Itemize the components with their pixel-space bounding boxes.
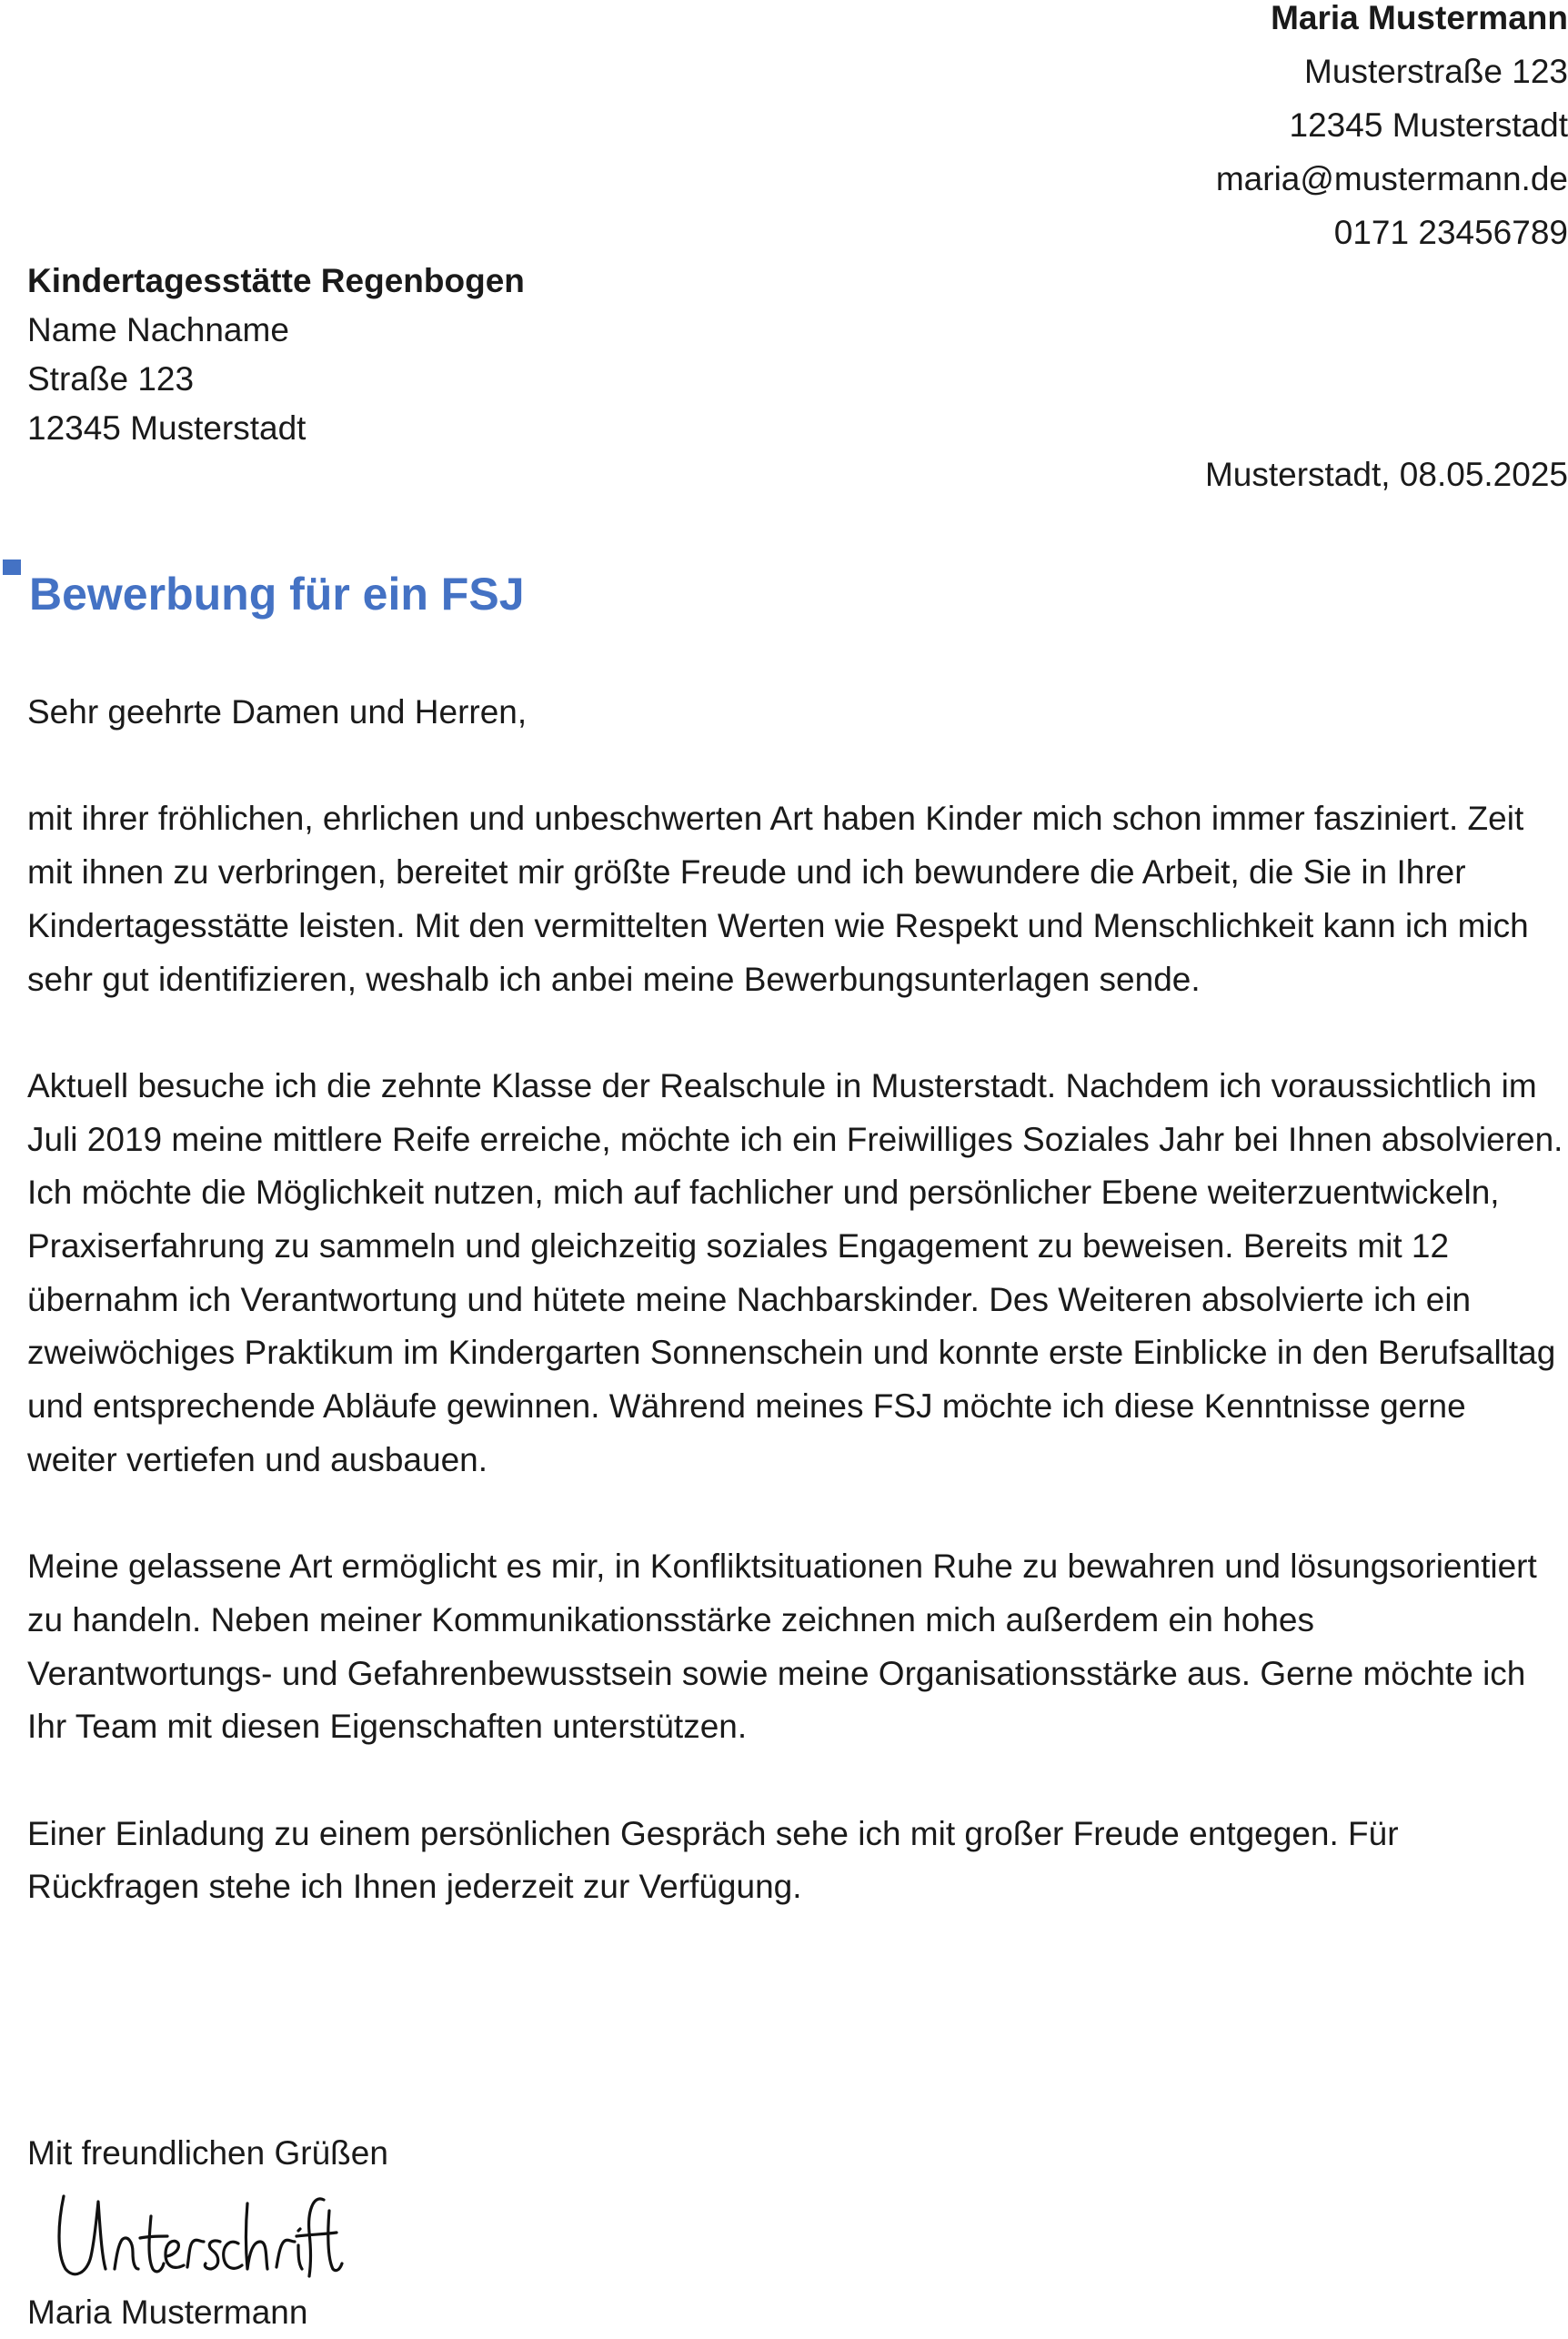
recipient-organization: Kindertagesstätte Regenbogen <box>27 262 525 299</box>
sender-street: Musterstraße 123 <box>1304 53 1568 90</box>
sender-block <box>749 0 1568 259</box>
letter-subject: Bewerbung für ein FSJ <box>29 569 525 620</box>
recipient-city: 12345 Musterstadt <box>27 409 307 447</box>
salutation: Sehr geehrte Damen und Herren, <box>27 693 528 731</box>
letter-body <box>27 686 1564 1968</box>
recipient-contact: Name Nachname <box>27 311 289 348</box>
letter-date: Musterstadt, 08.05.2025 <box>1204 456 1568 493</box>
heading-marker <box>3 560 21 575</box>
body-paragraph-4: Einer Einladung zu einem persönlichen Gespräch sehe ich mit großer Freude entgegen. Für Rückfragen stehe ich Ihnen jederzeit zur Verfügung. <box>27 1814 1399 1906</box>
sender-email: maria@mustermann.de <box>1215 160 1568 197</box>
body-paragraph-2: Aktuell besuche ich die zehnte Klasse der Realschule in Musterstadt. Nachdem ich voraussichtlich im Juli 2019 meine mittlere Reife erreiche, möchte ich ein Freiwilliges Soziales Jahr bei Ihnen absolvieren. Ich möchte die Möglichkeit nutzen, mich auf fachlicher und persönlicher Ebene weiterzuentwickeln, Praxiserfahrung zu sammeln und gleichzeitig soziales Engagement zu beweisen. Bereits mit 12 übernahm ich Verantwortung und hütete meine Nachbarskinder. Des Weiteren absolvierte ich ein zweiwöchiges Praktikum im Kindergarten Sonnenschein und konnte erste Einblicke in den Berufsalltag und entsprechende Abläufe gewinnen. Während meines FSJ möchte ich diese Kenntnisse gerne weiter vertiefen und ausbauen. <box>27 1066 1563 1478</box>
closing-phrase: Mit freundlichen Grüßen <box>27 2134 388 2172</box>
body-paragraph-3: Meine gelassene Art ermöglicht es mir, in Konfliktsituationen Ruhe zu bewahren und lösungsorientiert zu handeln. Neben meiner Kommunikationsstärke zeichnen mich außerdem ein hohes Verantwortungs- und Gefahrenbewusstsein sowie meine Organisationsstärke aus. Gerne möchte ich Ihr Team mit diesen Eigenschaften unterstützen. <box>27 1548 1537 1746</box>
body-paragraph-1: mit ihrer fröhlichen, ehrlichen und unbeschwerten Art haben Kinder mich schon immer fasziniert. Zeit mit ihnen zu verbringen, bereitet mir größte Freude und ich bewundere die Arbeit, die Sie in Ihrer Kindertagesstätte leisten. Mit den vermittelten Werten wie Respekt und Menschlichkeit kann ich mich sehr gut identifizieren, weshalb ich anbei meine Bewerbungsunterlagen sende. <box>27 800 1529 998</box>
signer-name: Maria Mustermann <box>27 2294 308 2331</box>
recipient-street: Straße 123 <box>27 360 195 398</box>
sender-city: 12345 Musterstadt <box>1289 106 1568 144</box>
recipient-block <box>27 257 525 453</box>
sender-phone: 0171 23456789 <box>1333 214 1568 251</box>
handwritten-signature <box>51 2185 351 2285</box>
sender-name: Maria Mustermann <box>1271 0 1568 36</box>
